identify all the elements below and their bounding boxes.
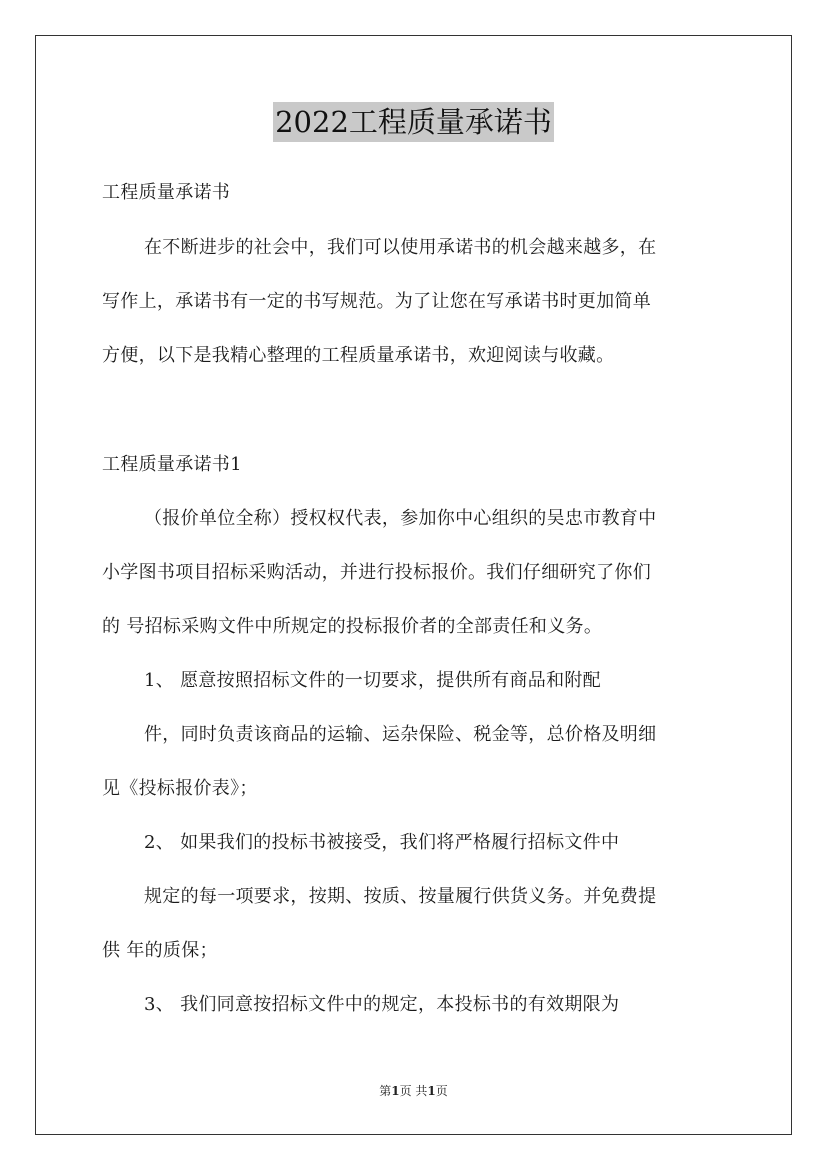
- list-item-line: 1、 愿意按照招标文件的一切要求，提供所有商品和附配: [144, 670, 601, 691]
- document-title-container: [0, 102, 827, 142]
- page-footer: [0, 1083, 827, 1099]
- section-heading: 工程质量承诺书1: [102, 454, 242, 475]
- footer-suffix: 页: [435, 1084, 448, 1098]
- footer-prefix: 第: [379, 1084, 392, 1098]
- paragraph-line: （报价单位全称）授权权代表，参加你中心组织的吴忠市教育中: [144, 508, 657, 529]
- list-item-line: 2、 如果我们的投标书被接受，我们将严格履行招标文件中: [144, 832, 620, 853]
- paragraph-line: 方便，以下是我精心整理的工程质量承诺书，欢迎阅读与收藏。: [102, 345, 615, 366]
- paragraph-line: 在不断进步的社会中，我们可以使用承诺书的机会越来越多，在: [144, 237, 657, 258]
- footer-page-number: 1: [391, 1084, 400, 1098]
- document-title: 2022工程质量承诺书: [273, 102, 554, 142]
- paragraph-line: 见《投标报价表》；: [102, 778, 258, 799]
- paragraph-line: 件，同时负责该商品的运输、运杂保险、税金等，总价格及明细: [144, 724, 657, 745]
- paragraph-line: 的 号招标采购文件中所规定的投标报价者的全部责任和义务。: [102, 616, 603, 637]
- list-item-line: 3、 我们同意按招标文件中的规定，本投标书的有效期限为: [144, 994, 620, 1015]
- paragraph-line: 规定的每一项要求，按期、按质、按量履行供货义务。并免费提: [144, 886, 657, 907]
- paragraph-line: 小学图书项目招标采购活动，并进行投标报价。我们仔细研究了你们: [102, 562, 651, 583]
- section-heading: 工程质量承诺书: [102, 182, 231, 203]
- footer-mid: 页 共: [399, 1084, 428, 1098]
- paragraph-line: 写作上，承诺书有一定的书写规范。为了让您在写承诺书时更加简单: [102, 291, 651, 312]
- paragraph-line: 供 年的质保；: [102, 940, 218, 961]
- footer-page-total: 1: [427, 1084, 436, 1098]
